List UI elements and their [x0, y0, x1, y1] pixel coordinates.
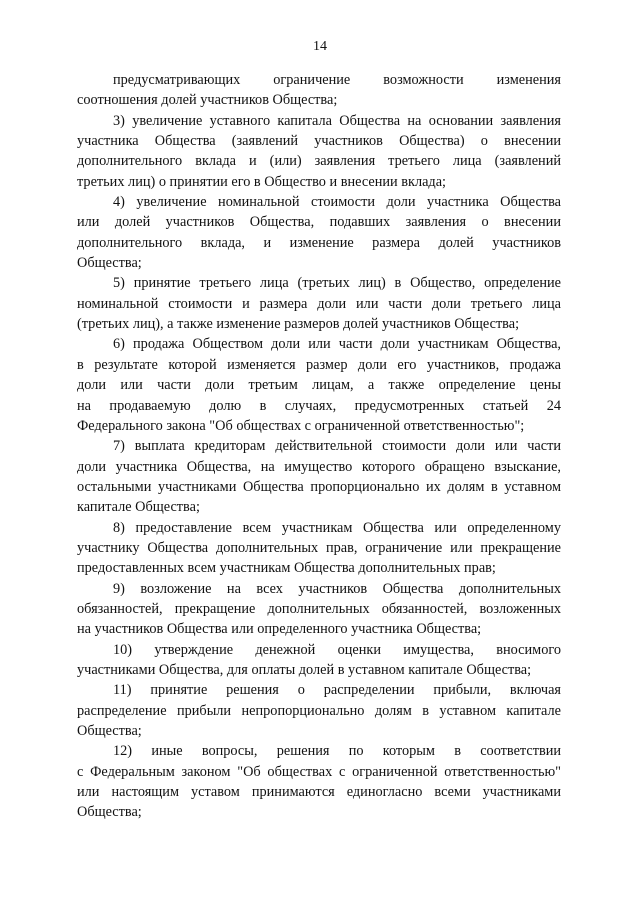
text-line: предоставленных всем участникам Общества дополнительных прав;	[77, 560, 496, 577]
text-line: 10) утверждение денежной оценки имущества, вносимого	[113, 641, 561, 658]
text-line: на продаваемую долю в случаях, предусмотренных статьей 24	[77, 397, 561, 414]
text-line: 5) принятие третьего лица (третьих лиц) в Общество, определение	[113, 275, 561, 292]
text-line: или долей участников Общества, подавших заявления о внесении	[77, 214, 561, 231]
text-line: 8) предоставление всем участникам Общества или определенному	[113, 519, 561, 536]
text-line: номинальной стоимости и размера доли или части доли третьего лица	[77, 295, 561, 312]
text-line: третьих лиц) о принятии его в Общество и внесении вклада;	[77, 173, 447, 190]
text-line: или настоящим уставом принимаются единогласно всеми участниками	[77, 784, 561, 801]
text-line: дополнительного вклада, и изменение размера долей участников	[77, 234, 561, 251]
page-number: 14	[313, 39, 327, 54]
text-line: участнику Общества дополнительных прав, ограничение или прекращение	[77, 539, 561, 556]
text-line: доли участника Общества, на имущество которого обращено взыскание,	[77, 458, 561, 475]
text-line: соотношения долей участников Общества;	[77, 92, 338, 109]
text-line: участника Общества (заявлений участников Общества) о внесении	[77, 133, 561, 150]
text-line: Общества;	[77, 255, 142, 272]
text-line: 4) увеличение номинальной стоимости доли участника Общества	[113, 194, 561, 211]
text-line: участниками Общества, для оплаты долей в уставном капитале Общества;	[77, 661, 532, 678]
text-line: доли или части доли третьим лицам, а также определение цены	[77, 377, 561, 394]
text-line: Федерального закона "Об обществах с ограниченной ответственностью";	[77, 417, 525, 434]
text-line: 11) принятие решения о распределении прибыли, включая	[113, 682, 561, 699]
text-line: 7) выплата кредиторам действительной стоимости доли или части	[113, 438, 561, 455]
text-line: дополнительного вклада и (или) заявления третьего лица (заявлений	[77, 153, 561, 170]
text-line: на участников Общества или определенного участника Общества;	[77, 621, 482, 638]
text-line: предусматривающих ограничение возможности изменения	[113, 72, 561, 88]
text-line: с Федеральным законом "Об обществах с ограниченной ответственностью"	[77, 763, 561, 780]
text-line: обязанностей, прекращение дополнительных обязанностей, возложенных	[77, 600, 561, 617]
text-line: 12) иные вопросы, решения по которым в соответствии	[113, 743, 561, 760]
text-line: Общества;	[77, 804, 142, 821]
text-line: в результате которой изменяется размер доли его участников, продажа	[77, 356, 561, 373]
text-line: Общества;	[77, 723, 142, 739]
text-line: 9) возложение на всех участников Общества дополнительных	[113, 580, 561, 597]
text-line: 3) увеличение уставного капитала Общества на основании заявления	[113, 112, 561, 129]
document-body	[77, 70, 561, 823]
text-line: капитале Общества;	[77, 499, 200, 516]
text-line: (третьих лиц), а также изменение размеров долей участников Общества;	[77, 316, 520, 333]
text-line: распределение прибыли непропорционально долям в уставном капитале	[77, 702, 561, 719]
text-line: остальными участниками Общества пропорционально их долям в уставном	[77, 478, 561, 495]
text-line: 6) продажа Обществом доли или части доли участникам Общества,	[113, 336, 561, 353]
